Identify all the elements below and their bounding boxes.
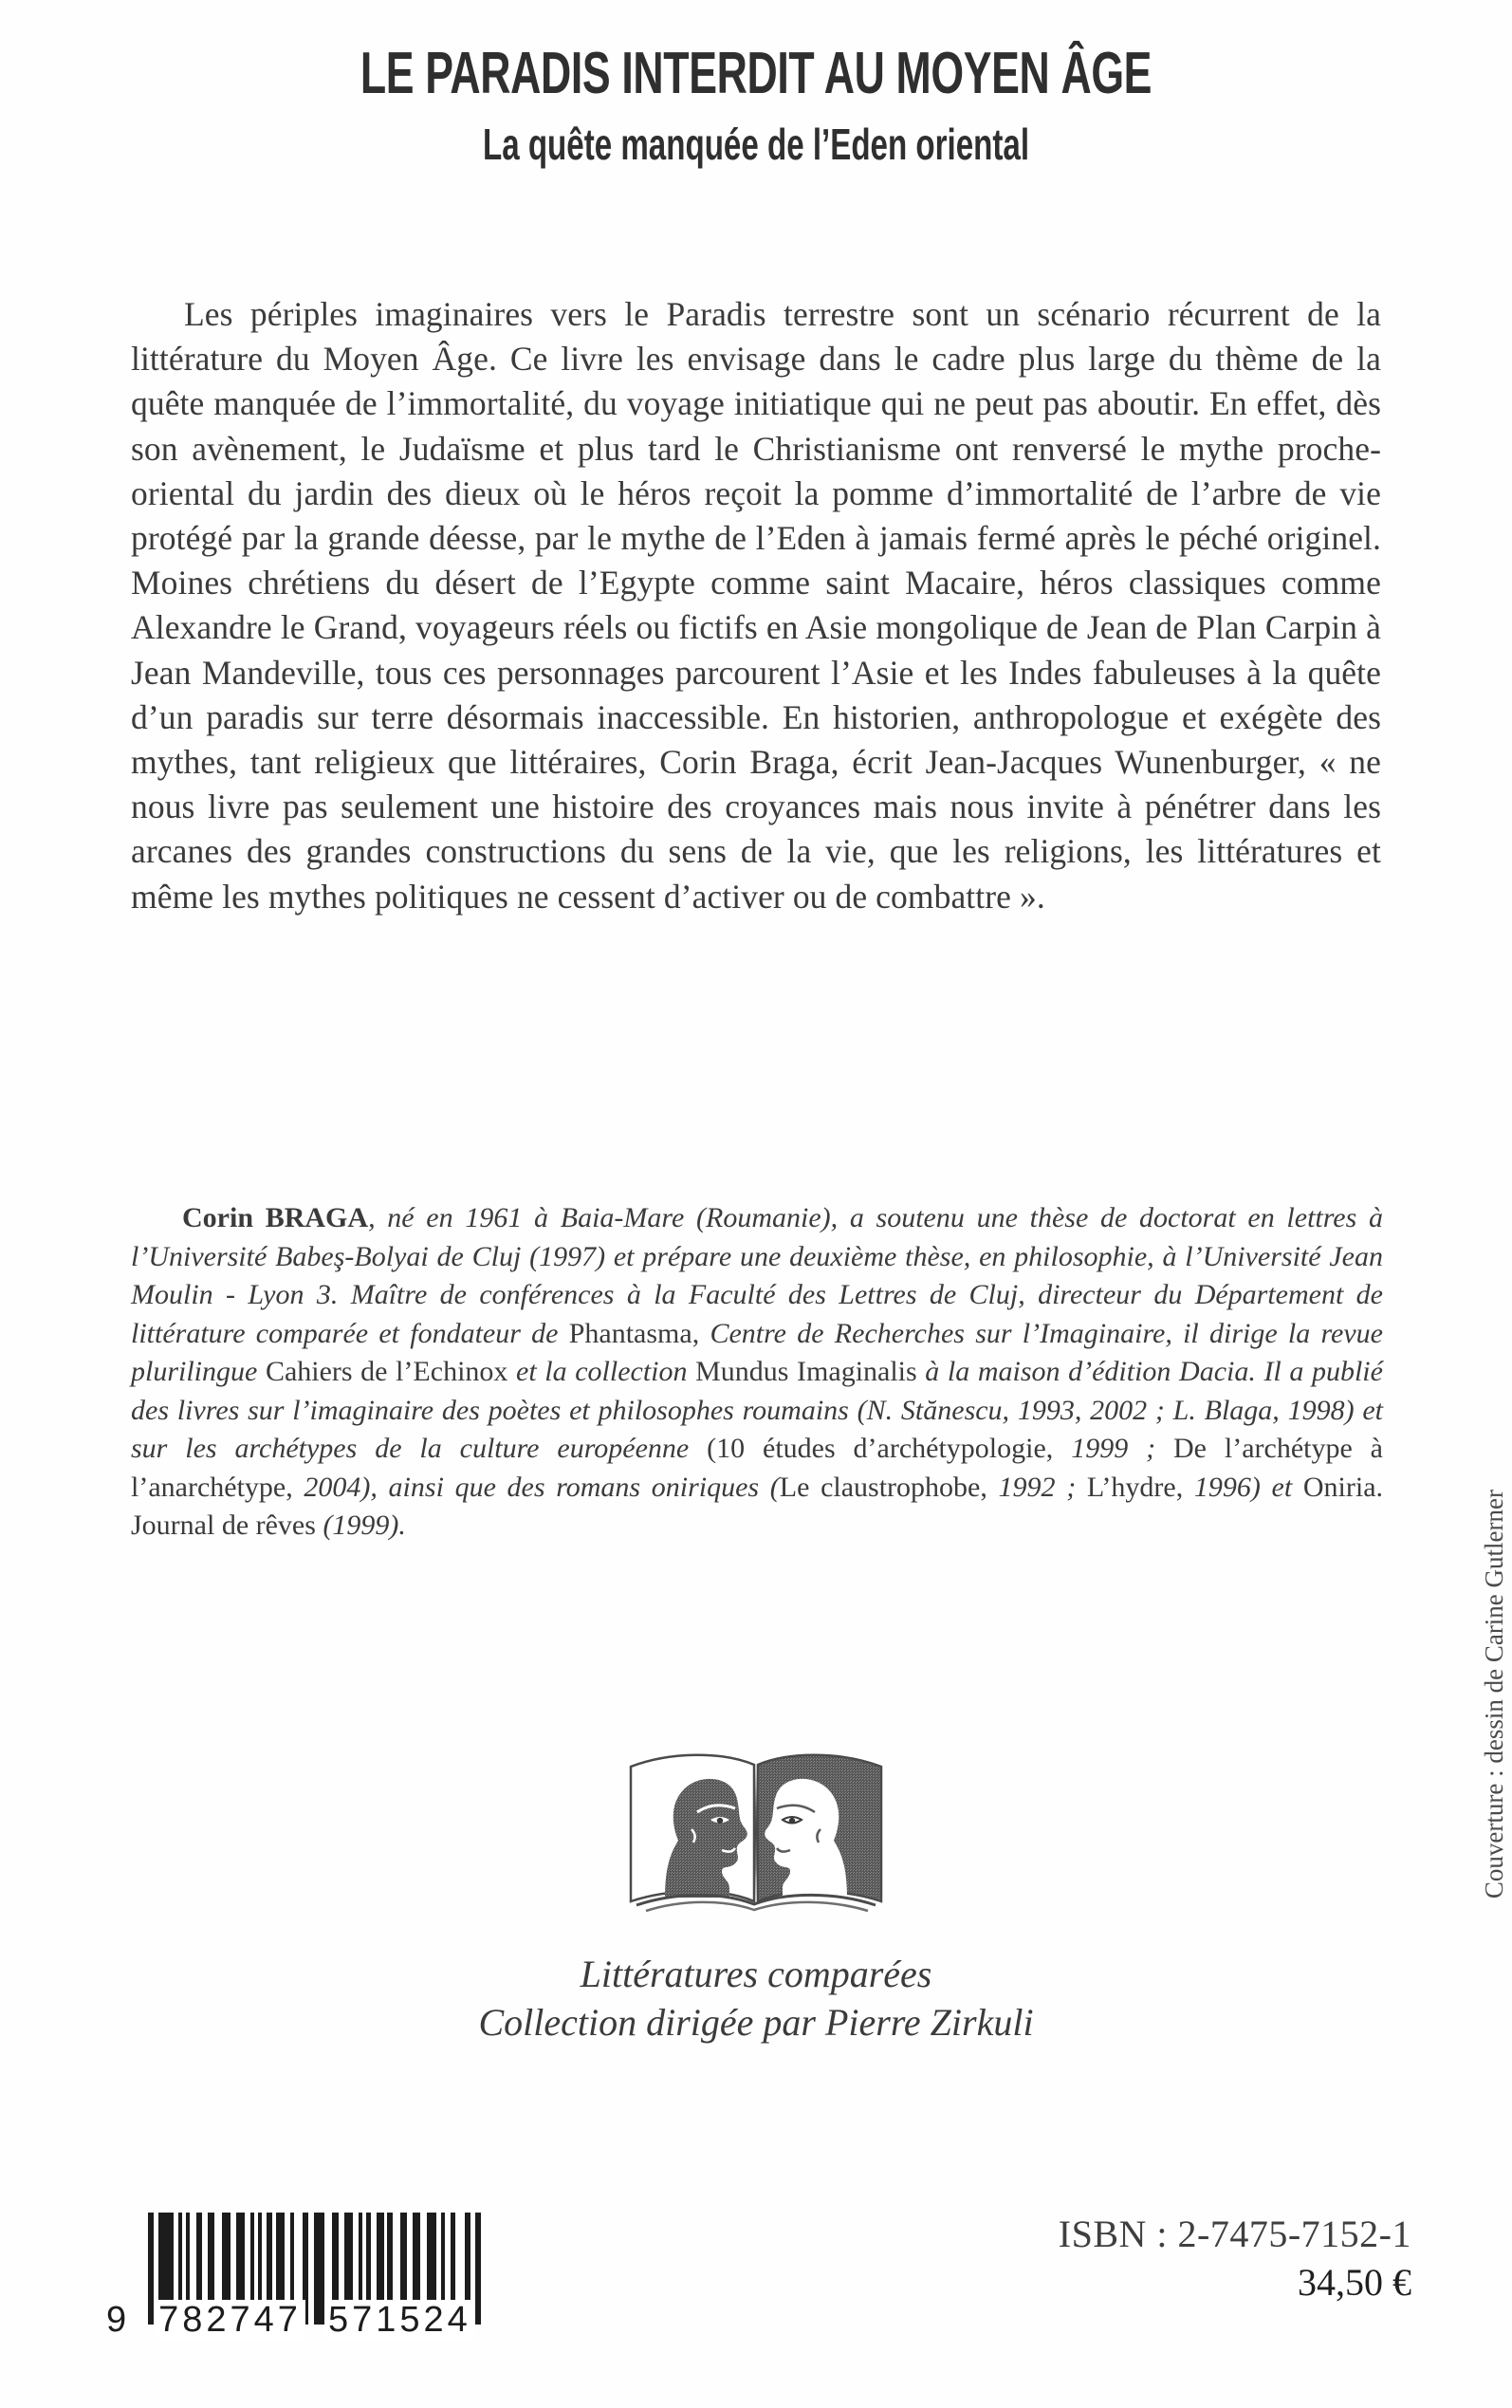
open-book-two-profiles-icon <box>623 1738 889 1918</box>
barcode <box>106 2213 524 2341</box>
barcode-group-2: 571524 <box>324 2300 475 2341</box>
bio-segment: 1992 ; <box>986 1471 1077 1503</box>
bio-segment: Phantasma, <box>568 1317 700 1349</box>
bio-segment: Cahiers de l’Echinox <box>265 1356 508 1387</box>
book-title: LE PARADIS INTERDIT AU MOYEN ÂGE <box>360 41 1152 106</box>
collection-director: Collection dirigée par Pierre Zirkuli <box>478 2001 1034 2044</box>
bio-segment: 1999 ; <box>1053 1433 1156 1464</box>
bio-segment: , né en 1961 à Baia-Mare (Roumanie), a soutenu une thèse de doctorat en lettres à l’Université Babeş-Bolyai de Cluj (1997) et prépare une deuxième thèse, en philosophie, à l’Université Jean Moulin - Lyon 3. Maître de conférences à la Faculté des Lettres de Cluj, directeur du Département de littérature comparée et fondateur de <box>131 1202 1383 1349</box>
barcode-group-1: 782747 <box>155 2300 305 2341</box>
book-subtitle: La quête manquée de l’Eden oriental <box>482 120 1030 169</box>
bio-segment: Centre de Recherches sur l’Imaginaire, il dirige la revue plurilingue <box>131 1317 1383 1387</box>
author-bio-paragraph <box>131 1199 1383 1546</box>
bio-segment: à la maison d’édition Dacia. Il a publié des livres sur l’imaginaire des poètes et philosophes roumains (N. Stănescu, 1993, 2002 ; L. Blaga, 1998) et sur les archétypes de la culture européenne <box>131 1356 1383 1464</box>
bio-segment: Le claustrophobe, <box>779 1471 987 1503</box>
collection-name: Littératures comparées <box>580 1953 932 1995</box>
bio-segment: Oniria. Journal de rêves <box>131 1471 1384 1541</box>
author-name: Corin BRAGA <box>182 1202 369 1233</box>
author-bio-segments <box>131 1202 1383 1541</box>
bio-segment: 1996) et <box>1183 1471 1303 1503</box>
bio-segment: (10 études d’archétypologie, <box>707 1433 1054 1464</box>
barcode-lead-digit: 9 <box>106 2300 131 2340</box>
collection-block <box>0 1950 1512 2047</box>
publisher-logo <box>0 1738 1512 1923</box>
bio-segment: (1999). <box>315 1510 406 1541</box>
isbn-value: ISBN : 2-7475-7152-1 <box>1058 2213 1411 2255</box>
bio-segment: De l’archétype à l’anarchétype, <box>131 1433 1383 1503</box>
bio-segment: L’hydre, <box>1076 1471 1184 1503</box>
price-value: 34,50 € <box>1298 2261 1411 2304</box>
cover-credit: Couverture : dessin de Carine Gutlerner <box>1480 1490 1508 1899</box>
title-block <box>0 42 1512 169</box>
blurb-paragraph: Les périples imaginaires vers le Paradis terrestre sont un scénario récurrent de la littérature du Moyen Âge. Ce livre les envisage dans le cadre plus large du thème de la quête manquée de l’immortalité, du voyage initiatique qui ne peut pas aboutir. En effet, dès son avènement, le Judaïsme et plus tard le Christianisme ont renversé le mythe proche-oriental du jardin des dieux où le héros reçoit la pomme d’immortalité de l’arbre de vie protégé par la grande déesse, par le mythe de l’Eden à jamais fermé après le péché originel. Moines chrétiens du désert de l’Egypte comme saint Macaire, héros classiques comme Alexandre le Grand, voyageurs réels ou fictifs en Asie mongolique de Jean de Plan Carpin à Jean Mandeville, tous ces personnages parcourent l’Asie et les Indes fabuleuses à la quête d’un paradis sur terre désormais inaccessible. En historien, anthropologue et exégète des mythes, tant religieux que littéraires, Corin Braga, écrit Jean-Jacques Wunenburger, « ne nous livre pas seulement une histoire des croyances mais nous invite à pénétrer dans les arcanes des grandes constructions du sens de la vie, que les religions, les littératures et même les mythes politiques ne cessent d’activer ou de combattre ». <box>131 295 1381 916</box>
isbn-price-block <box>1059 2211 1411 2307</box>
bio-segment: 2004), ainsi que des romans oniriques ( <box>292 1471 780 1503</box>
barcode-digits <box>106 2300 524 2341</box>
bio-segment: et la collection <box>507 1356 696 1387</box>
bio-segment: Mundus Imaginalis <box>695 1356 917 1387</box>
